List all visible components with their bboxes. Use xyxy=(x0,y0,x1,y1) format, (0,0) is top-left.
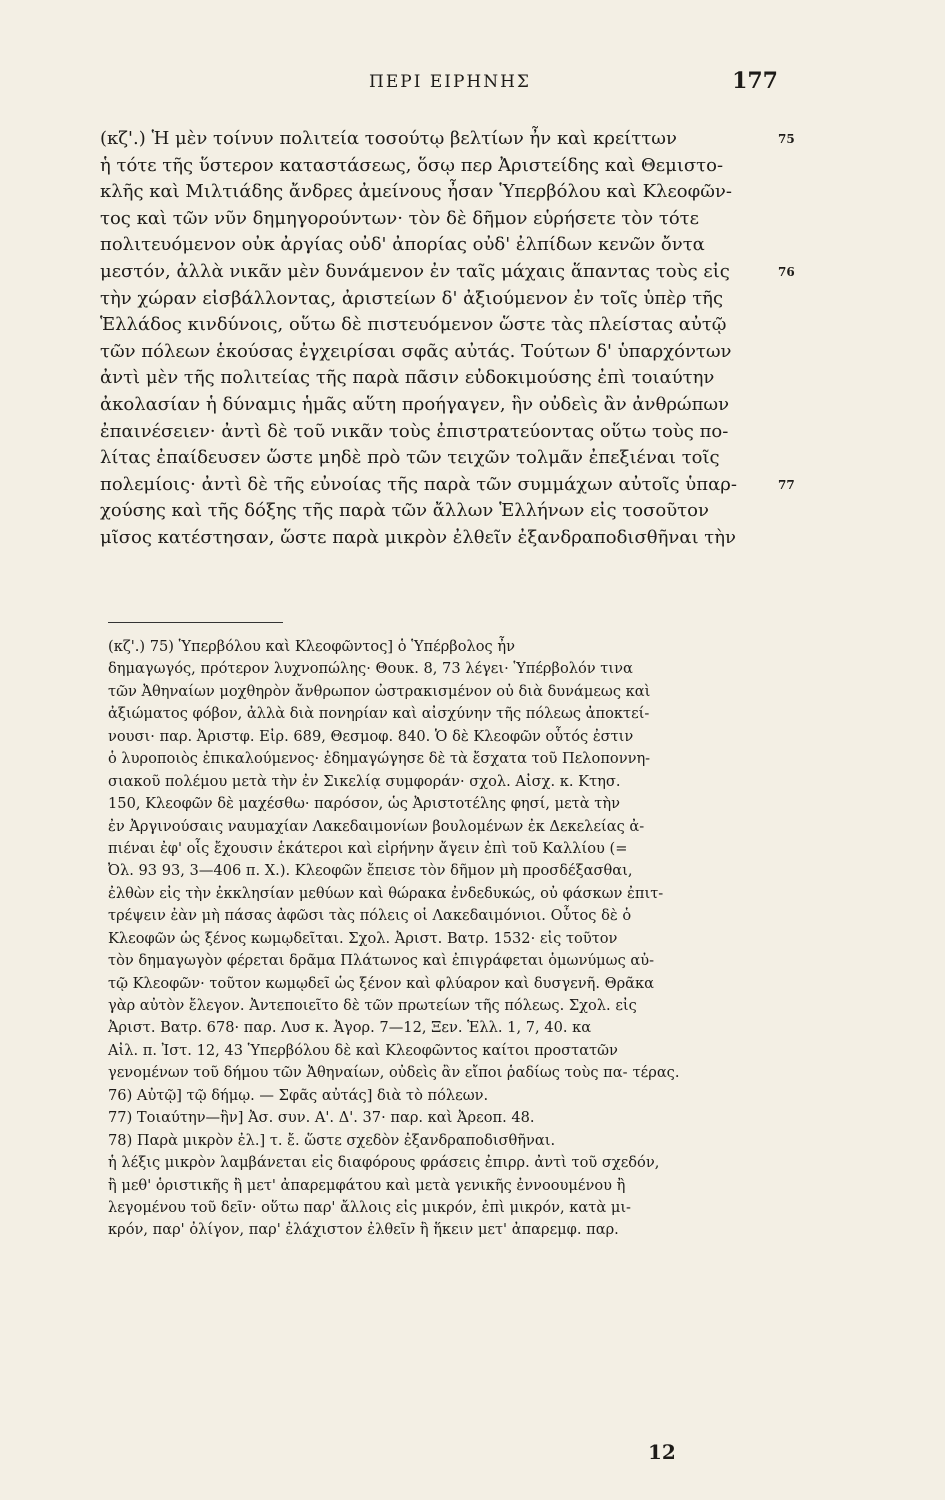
text-line: πολιτευόμενον οὐκ ἀργίας οὐδ' ἀπορίας οὐδ' ἐλπίδων κενῶν ὄντα xyxy=(100,234,705,256)
footnote-line: δημαγωγός, πρότερον λυχνοπώλης· Θουκ. 8, 73 λέγει· Ὑπέρβολόν τινα xyxy=(108,660,633,678)
text-line: μεστόν, ἀλλὰ νικᾶν μὲν δυνάμενον ἐν ταῖς μάχαις ἅπαντας τοὺς εἰς 76 xyxy=(100,259,760,286)
footnote-line: ἐλθὼν εἰς τὴν ἐκκλησίαν μεθύων καὶ θώρακα ἐνδεδυκώς, οὐ φάσκων ἐπιτ- xyxy=(108,884,664,902)
text-line: τος καὶ τῶν νῦν δημηγορούντων· τὸν δὲ δῆμον εὑρήσετε τὸν τότε xyxy=(100,207,699,229)
footnote-line: ἐν Ἀργινούσαις ναυμαχίαν Λακεδαιμονίων βουλομένων ἐκ Δεκελείας ἀ- xyxy=(108,817,645,835)
margin-line-number: 77 xyxy=(778,477,795,492)
page-number: 177 xyxy=(732,68,778,94)
text-line: ἐπαινέσειεν· ἀντὶ δὲ τοῦ νικᾶν τοὺς ἐπιστρατεύοντας οὕτω τοὺς πο- xyxy=(100,420,729,442)
text-line: ἀντὶ μὲν τῆς πολιτείας τῆς παρὰ πᾶσιν εὐδοκιμούσης ἐπὶ τοιαύτην xyxy=(100,367,715,389)
text-line: ἡ τότε τῆς ὕστερον καταστάσεως, ὅσῳ περ Ἀριστείδης καὶ Θεμιστο- xyxy=(100,154,724,176)
footnote-line: σιακοῦ πολέμου μετὰ τὴν ἐν Σικελίᾳ συμφοράν· σχολ. Αἰσχ. κ. Κτησ. xyxy=(108,772,621,790)
footnote-line: 150, Κλεοφῶν δὲ μαχέσθω· παρόσον, ὡς Ἀριστοτέλης φησί, μετὰ τὴν xyxy=(108,795,620,813)
margin-line-number: 75 xyxy=(778,132,795,146)
footnote-line: νουσι· παρ. Ἀριστφ. Εἰρ. 689, Θεσμοφ. 840. Ὁ δὲ Κλεοφῶν οὗτός ἐστιν xyxy=(108,727,634,745)
text-line: μῖσος κατέστησαν, ὥστε παρὰ μικρὸν ἐλθεῖν ἐξανδραποδισθῆναι τὴν xyxy=(100,526,736,548)
text-line: τῶν πόλεων ἑκούσας ἐγχειρίσαι σφᾶς αὐτάς. Τούτων δ' ὑπαρχόντων xyxy=(100,340,732,362)
footnote-line: 77) Τοιαύτην—ἣν] Ἀσ. συν. Α'. Δ'. 37· παρ. καὶ Ἀρεοπ. 48. xyxy=(108,1109,535,1127)
footnote-line: τῷ Κλεοφῶν· τοῦτον κωμῳδεῖ ὡς ξένον καὶ φλύαρον καὶ δυσγενῆ. Θρᾶκα xyxy=(108,974,654,992)
footnote-rule xyxy=(108,622,283,623)
footnote-line: Αἰλ. π. Ἰστ. 12, 43 Ὑπερβόλου δὲ καὶ Κλεοφῶντος καίτοι προστατῶν xyxy=(108,1041,618,1059)
text-line: ἀκολασίαν ἡ δύναμις ἡμᾶς αὕτη προήγαγεν, ἣν οὐδεὶς ἂν ἀνθρώπων xyxy=(100,393,730,415)
footnote-line: τρέψειν ἐὰν μὴ πάσας ἀφῶσι τὰς πόλεις οἱ Λακεδαιμόνιοι. Οὗτος δὲ ὁ xyxy=(108,907,632,925)
footnote-line: λεγομένου τοῦ δεῖν· οὕτω παρ' ἄλλοις εἰς μικρόν, ἐπὶ μικρόν, κατὰ μι- xyxy=(108,1198,631,1216)
footnote-line: πιέναι ἐφ' οἷς ἔχουσιν ἑκάτεροι καὶ εἰρήνην ἄγειν ἐπὶ τοῦ Καλλίου (= xyxy=(108,839,628,857)
footnote-line: 78) Παρὰ μικρὸν ἐλ.] τ. ἔ. ὥστε σχεδὸν ἐξανδραποδισθῆναι. xyxy=(108,1131,556,1149)
footnote-line: γὰρ αὐτὸν ἔλεγον. Ἀντεποιεῖτο δὲ τῶν πρωτείων τῆς πόλεως. Σχολ. εἰς xyxy=(108,997,637,1014)
footnote-line: Ὀλ. 93 93, 3—406 π. Χ.). Κλεοφῶν ἔπεισε τὸν δῆμον μὴ προσδέξασθαι, xyxy=(108,862,633,880)
footnotes xyxy=(108,636,762,1242)
footnote-line: Ἀριστ. Βατρ. 678· παρ. Λυσ κ. Ἀγορ. 7—12, Ξεν. Ἑλλ. 1, 7, 40. κα xyxy=(108,1019,592,1037)
signature-mark: 12 xyxy=(648,1440,676,1464)
main-text xyxy=(100,126,795,552)
text-line: πολεμίοις· ἀντὶ δὲ τῆς εὐνοίας τῆς παρὰ τῶν συμμάχων αὐτοῖς ὑπαρ- 77 xyxy=(100,472,760,499)
margin-line-number: 76 xyxy=(778,264,795,279)
text-line: (κζ'.) Ἡ μὲν τοίνυν πολιτεία τοσούτῳ βελτίων ἦν καὶ κρείττων 75 xyxy=(100,126,760,153)
footnote-line: (κζ'.) 75) Ὑπερβόλου καὶ Κλεοφῶντος] ὁ Ὑπέρβολος ἦν xyxy=(108,638,515,655)
footnote-line: ἢ μεθ' ὁριστικῆς ἢ μετ' ἀπαρεμφάτου καὶ μετὰ γενικῆς ἐννοουμένου ἢ xyxy=(108,1176,626,1194)
footnote-line: ὁ λυροποιὸς ἐπικαλούμενος· ἐδημαγώγησε δὲ τὰ ἔσχατα τοῦ Πελοποννη- xyxy=(108,750,651,768)
footnote-line: γενομένων τοῦ δήμου τῶν Ἀθηναίων, οὐδεὶς ἂν εἴποι ῥαδίως τοὺς πα- xyxy=(108,1064,628,1082)
footnote-line: κρόν, παρ' ὀλίγον, παρ' ἐλάχιστον ἐλθεῖν ἢ ἥκειν μετ' ἀπαρεμφ. παρ. xyxy=(108,1221,619,1239)
running-title: ΠΕΡΙ ΕΙΡΗΝΗΣ xyxy=(369,72,531,92)
text-line: Ἑλλάδος κινδύνοις, οὕτω δὲ πιστευόμενον ὥστε τὰς πλείστας αὐτῷ xyxy=(100,314,727,336)
footnote-line: ἀξιώματος φόβον, ἀλλὰ διὰ πονηρίαν καὶ αἰσχύνην τῆς πόλεως ἀποκτεί- xyxy=(108,705,650,723)
footnote-line: τέρας. xyxy=(632,1064,680,1082)
footnote-line: Κλεοφῶν ὡς ξένος κωμῳδεῖται. Σχολ. Ἀριστ. Βατρ. 1532· εἰς τοῦτον xyxy=(108,929,618,947)
footnote-line: τὸν δημαγωγὸν φέρεται δρᾶμα Πλάτωνος καὶ ἐπιγράφεται ὁμωνύμως αὐ- xyxy=(108,952,655,970)
footnote-line: τῶν Ἀθηναίων μοχθηρὸν ἄνθρωπον ὠστρακισμένον οὐ διὰ δυνάμεως καὶ xyxy=(108,682,651,700)
text-line: χούσης καὶ τῆς δόξης τῆς παρὰ τῶν ἄλλων Ἑλλήνων εἰς τοσοῦτον xyxy=(100,500,709,522)
text-line: τὴν χώραν εἰσβάλλοντας, ἀριστείων δ' ἀξιούμενον ἐν τοῖς ὑπὲρ τῆς xyxy=(100,287,724,309)
text-line: κλῆς καὶ Μιλτιάδης ἄνδρες ἀμείνους ἦσαν Ὑπερβόλου καὶ Κλεοφῶν- xyxy=(100,181,732,203)
footnote-line: 76) Αὐτῷ] τῷ δήμῳ. — Σφᾶς αὐτάς] διὰ τὸ πόλεων. xyxy=(108,1086,489,1104)
running-head xyxy=(100,68,800,102)
footnote-line: ἡ λέξις μικρὸν λαμβάνεται εἰς διαφόρους φράσεις ἐπιρρ. ἀντὶ τοῦ σχεδόν, xyxy=(108,1154,660,1172)
text-line: λίτας ἐπαίδευσεν ὥστε μηδὲ πρὸ τῶν τειχῶν τολμᾶν ἐπεξιέναι τοῖς xyxy=(100,447,720,469)
